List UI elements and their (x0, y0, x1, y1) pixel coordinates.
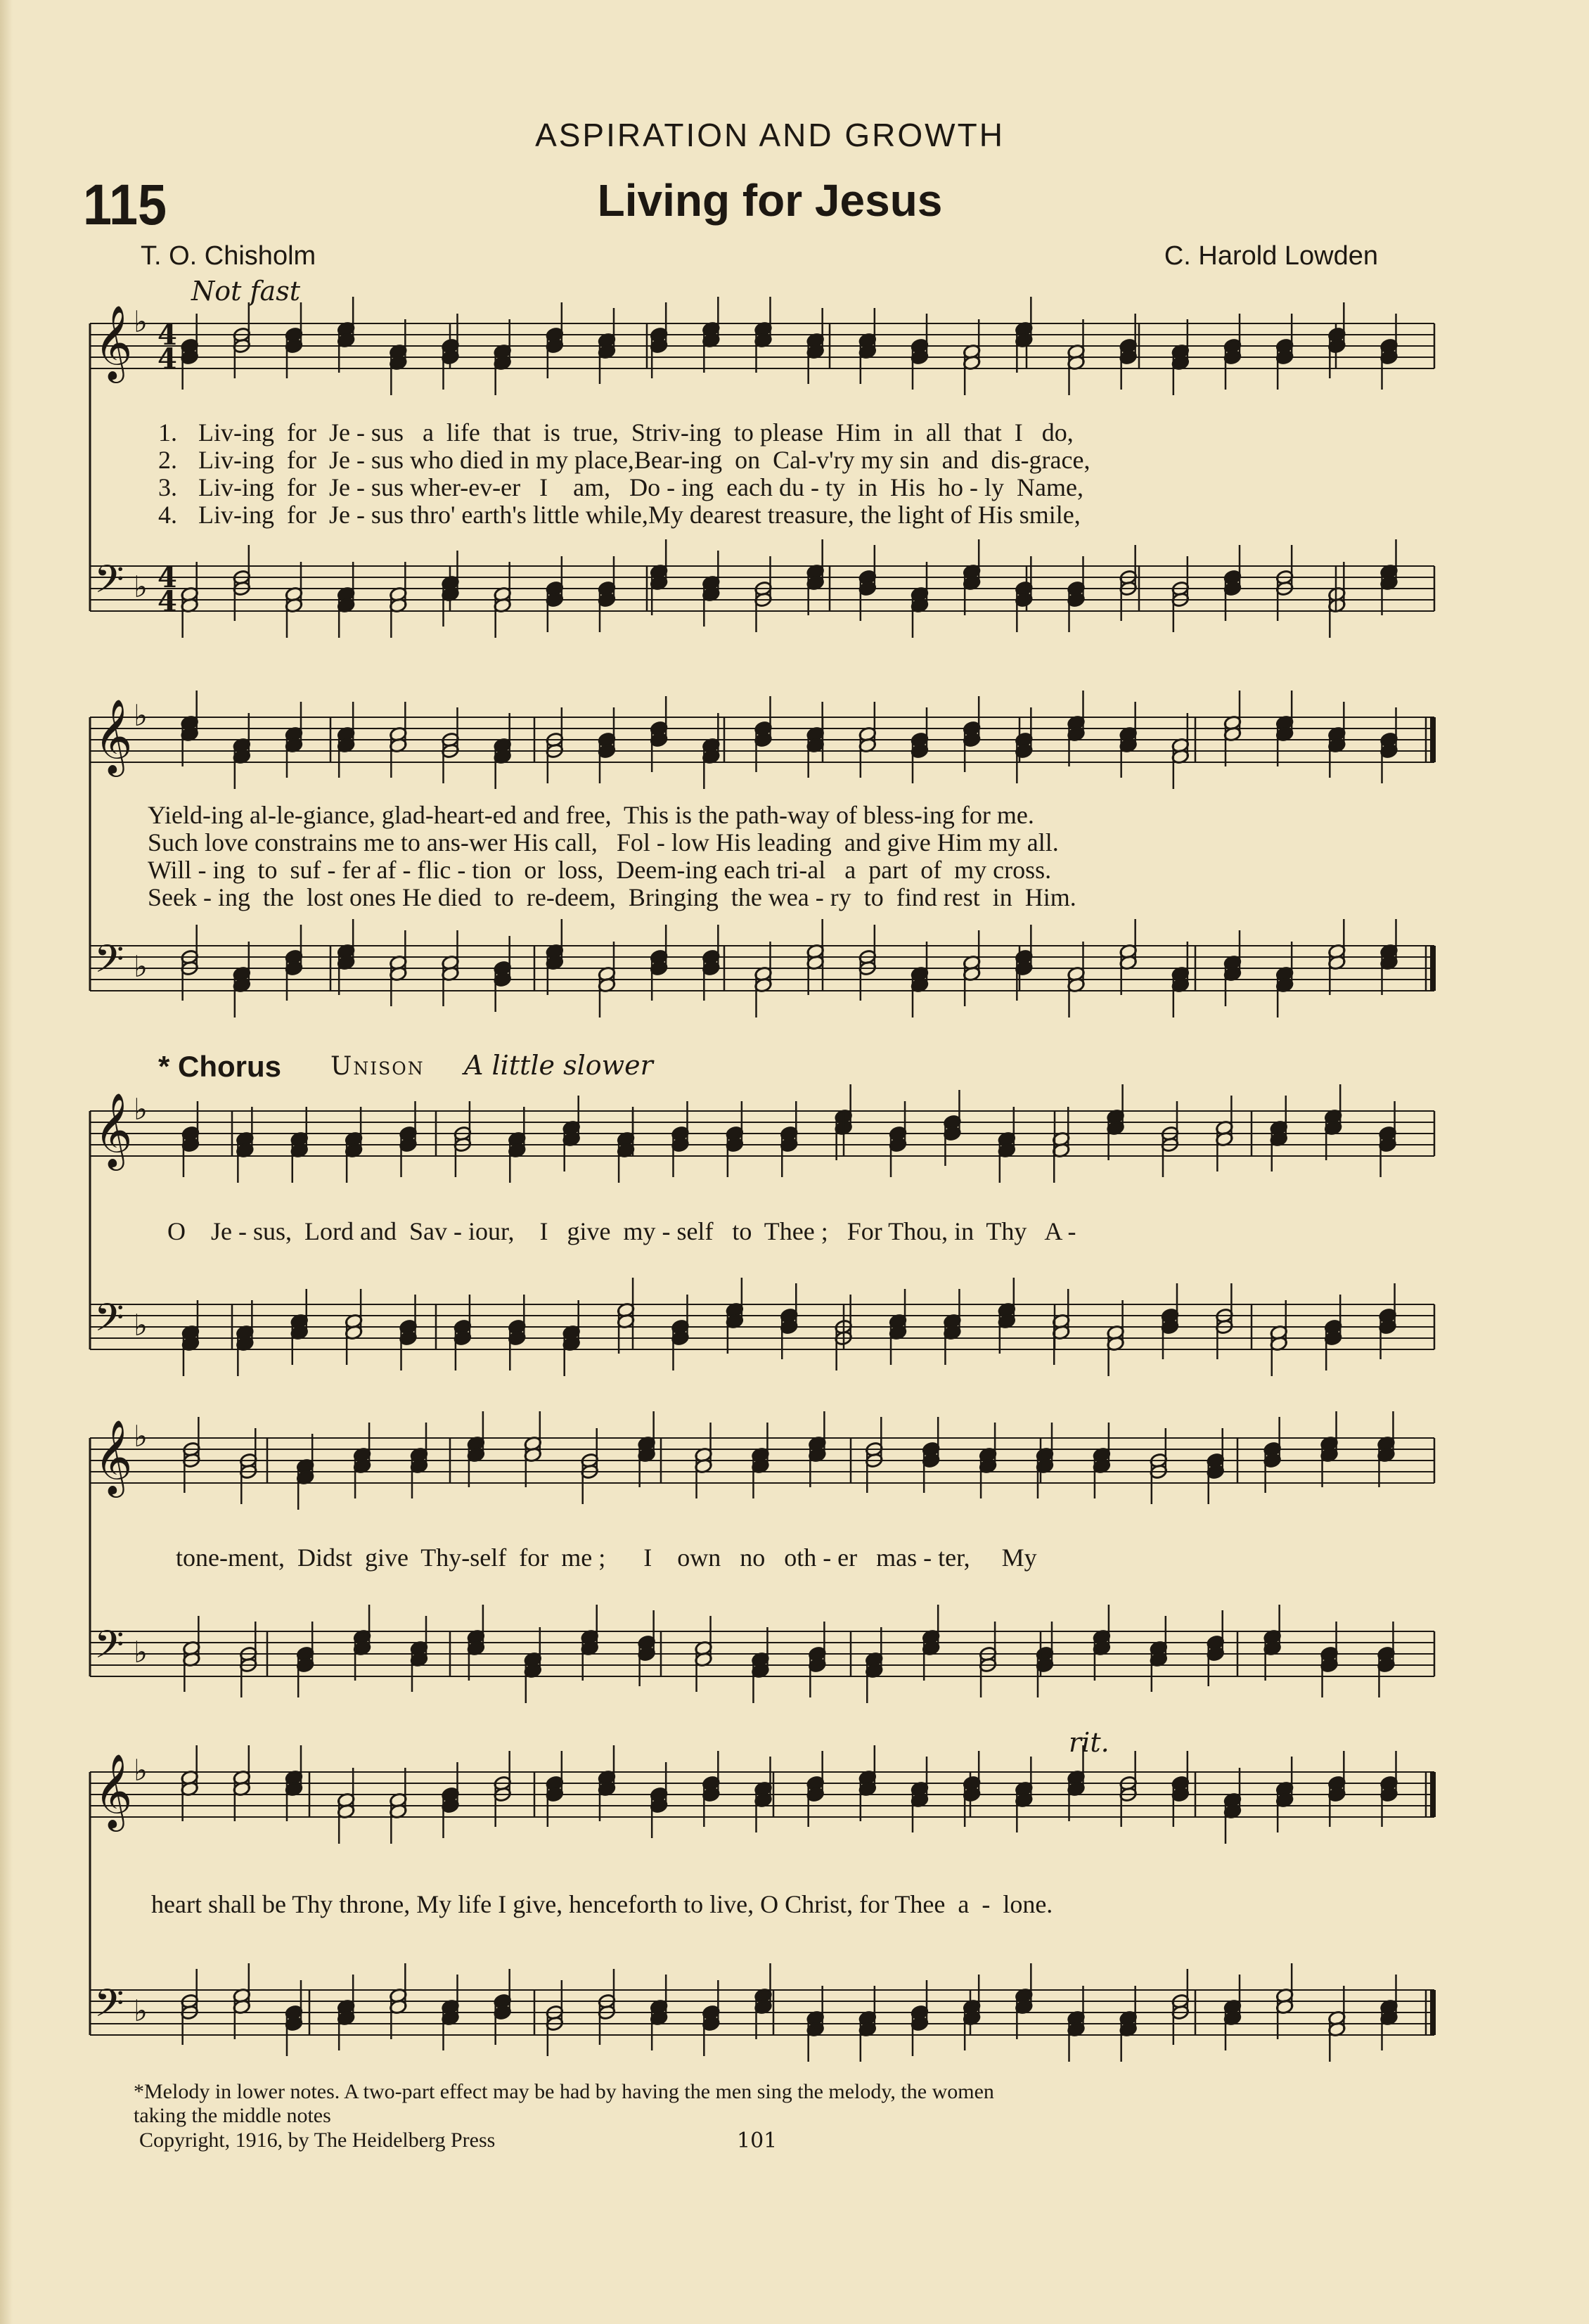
time-signature-bottom: 4 (157, 585, 177, 618)
verse-3-number: 3. (158, 473, 177, 501)
bass-clef-icon: 𝄢 (94, 1622, 124, 1676)
verse-4-line-2: Seek - ing the lost ones He died to re-deem, Bringing the wea - ry to find rest in Him. (148, 883, 1076, 911)
verse-4-number: 4. (158, 501, 177, 529)
sys5-final-barline (1426, 1772, 1436, 2035)
composer: C. Harold Lowden (1164, 241, 1378, 271)
unison-marking: Unison (330, 1052, 425, 1081)
chorus-line-2: tone-ment, Didst give Thy-self for me ; I own no oth - er mas - ter, My (176, 1543, 1037, 1572)
chorus-tempo-marking: A little slower (464, 1050, 653, 1081)
key-flat-icon: ♭ (134, 304, 148, 339)
verse-3-line-1: Liv-ing for Je - sus wher-ev-er I am, Do - ing each du - ty in His ho - ly Name, (198, 473, 1083, 501)
bass-clef-icon: 𝄢 (94, 1295, 124, 1349)
music-system-4 (0, 1413, 1589, 1744)
key-flat-icon: ♭ (134, 1308, 148, 1342)
verse-1-line-2: Yield-ing al-le-giance, glad-heart-ed and free, This is the path-way of bless-ing for me. (148, 801, 1034, 829)
verse-1-line-1: Liv-ing for Je - sus a life that is true, Striv-ing to please Him in all that I do, (198, 418, 1074, 447)
bass-clef-icon: 𝄢 (94, 937, 124, 991)
chorus-label: * Chorus (158, 1050, 282, 1083)
time-signature-top: 4 (157, 319, 177, 352)
verse-2-line-1: Liv-ing for Je - sus who died in my place,Bear-ing on Cal-v'ry my sin and dis-grace, (198, 446, 1091, 474)
chorus-line-1: O Je - sus, Lord and Sav - iour, I give my - self to Thee ; For Thou, in Thy A - (167, 1217, 1076, 1245)
key-flat-icon: ♭ (134, 949, 148, 984)
page-number: 101 (737, 2129, 778, 2153)
key-flat-icon: ♭ (134, 1419, 148, 1453)
sys2-final-barline (1426, 717, 1436, 991)
key-flat-icon: ♭ (134, 1753, 148, 1787)
bass-clef-icon: 𝄢 (94, 1981, 124, 2035)
treble-clef-icon: 𝄞 (94, 1092, 133, 1167)
time-signature-top: 4 (157, 561, 177, 594)
footnote-line-2: taking the middle notes (134, 2104, 331, 2127)
tempo-marking: Not fast (191, 276, 300, 307)
hymn-title: Living for Jesus (597, 175, 943, 226)
treble-clef-icon: 𝄞 (94, 1753, 133, 1828)
treble-clef-icon: 𝄞 (94, 698, 133, 773)
verse-4-line-1: Liv-ing for Je - sus thro' earth's little while,My dearest treasure, the light of His smile, (198, 501, 1081, 529)
thick-barline (1430, 1990, 1436, 2035)
footnote-line-1: *Melody in lower notes. A two-part effect may be had by having the men sing the melody, the women (134, 2080, 994, 2103)
bass-clef-icon: 𝄢 (94, 557, 124, 611)
treble-clef-icon: 𝄞 (94, 1419, 133, 1494)
treble-clef-icon: 𝄞 (94, 304, 133, 380)
hymn-number: 115 (83, 173, 167, 237)
time-signature-bottom: 4 (157, 342, 177, 375)
lyricist: T. O. Chisholm (141, 241, 316, 271)
key-flat-icon: ♭ (134, 1635, 148, 1669)
thick-barline (1430, 1772, 1436, 1817)
section-title: ASPIRATION AND GROWTH (535, 117, 1005, 153)
verse-2-number: 2. (158, 446, 177, 474)
thick-barline (1430, 717, 1436, 762)
key-flat-icon: ♭ (134, 570, 148, 604)
key-flat-icon: ♭ (134, 698, 148, 733)
copyright: Copyright, 1916, by The Heidelberg Press (139, 2129, 496, 2152)
verse-1-number: 1. (158, 418, 177, 447)
verse-3-line-2: Will - ing to suf - fer af - flic - tion or loss, Deem-ing each tri-al a part of my cross. (148, 856, 1052, 884)
key-flat-icon: ♭ (134, 1994, 148, 2028)
thick-barline (1430, 946, 1436, 991)
verse-2-line-2: Such love constrains me to ans-wer His call, Fol - low His leading and give Him my all. (148, 828, 1059, 856)
key-flat-icon: ♭ (134, 1092, 148, 1126)
chorus-line-3: heart shall be Thy throne, My life I give, henceforth to live, O Christ, for Thee a - lone. (151, 1890, 1053, 1918)
ritardando-marking: rit. (1069, 1727, 1109, 1758)
